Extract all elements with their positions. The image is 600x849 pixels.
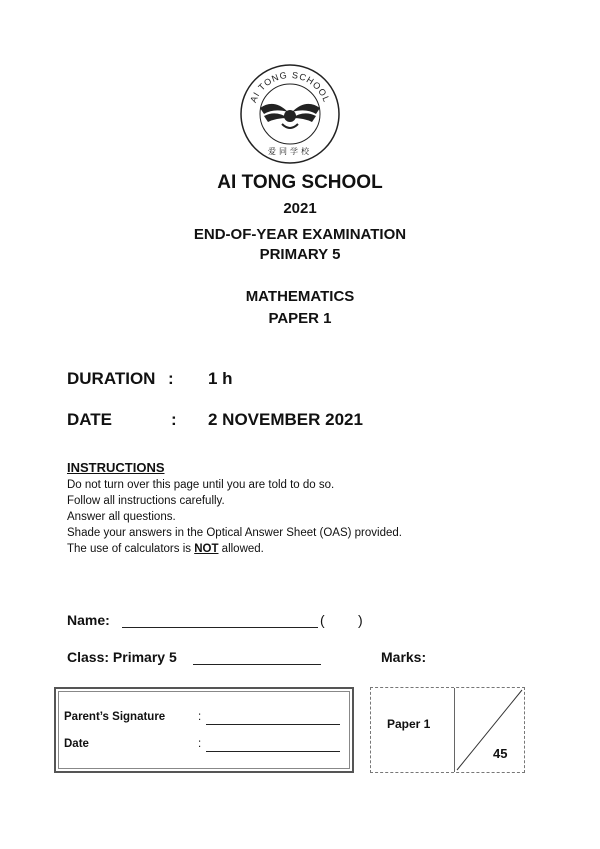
paper-number: PAPER 1 [268, 310, 332, 327]
school-name: AI TONG SCHOOL [217, 172, 383, 193]
signature-date-line[interactable] [206, 751, 340, 752]
marks-box [370, 687, 525, 773]
signature-colon: : [198, 711, 202, 723]
date-label: DATE [67, 410, 113, 429]
school-crest-logo [238, 62, 342, 166]
exam-year: 2021 [283, 200, 317, 217]
exam-title: END-OF-YEAR EXAMINATION [193, 226, 407, 243]
parent-signature-label: Parent’s Signature [64, 711, 166, 723]
name-input-line[interactable] [122, 627, 318, 628]
instruction-line: Follow all instructions carefully. [67, 495, 225, 507]
parent-signature-box [54, 687, 354, 773]
calc-not: NOT [194, 543, 219, 555]
level: PRIMARY 5 [259, 246, 341, 263]
class-input-line[interactable] [193, 664, 321, 665]
name-label: Name: [67, 612, 110, 628]
instruction-line: Shade your answers in the Optical Answer Sheet (OAS) provided. [67, 527, 402, 539]
instruction-line: Answer all questions. [67, 511, 176, 523]
svg-text:爱同学校: 爱同学校 [268, 147, 312, 156]
calc-pre: The use of calculators is [67, 543, 195, 555]
instructions-list [67, 477, 402, 557]
svg-text:AI TONG SCHOOL: AI TONG SCHOOL [248, 69, 332, 105]
subject: MATHEMATICS [245, 288, 355, 305]
marks-label: Marks: [381, 649, 427, 665]
marks-diagonal [455, 688, 524, 772]
duration-value: 1 h [208, 369, 233, 388]
date-colon: : [198, 738, 202, 750]
instructions-heading: INSTRUCTIONS [67, 460, 165, 475]
paper-label: Paper 1 [387, 717, 431, 731]
calc-post: allowed. [218, 543, 264, 555]
instruction-line [67, 541, 402, 557]
parent-signature-line[interactable] [206, 724, 340, 725]
duration-label: DURATION [67, 369, 156, 388]
date-colon: : [171, 410, 177, 429]
paren-open: ( [320, 612, 325, 628]
class-label: Class: Primary 5 [67, 649, 177, 665]
signature-date-label: Date [64, 738, 89, 750]
date-value: 2 NOVEMBER 2021 [208, 410, 363, 429]
duration-colon: : [168, 369, 174, 388]
instruction-line: Do not turn over this page until you are told to do so. [67, 479, 335, 491]
paren-close: ) [358, 612, 363, 628]
total-marks: 45 [493, 746, 508, 761]
